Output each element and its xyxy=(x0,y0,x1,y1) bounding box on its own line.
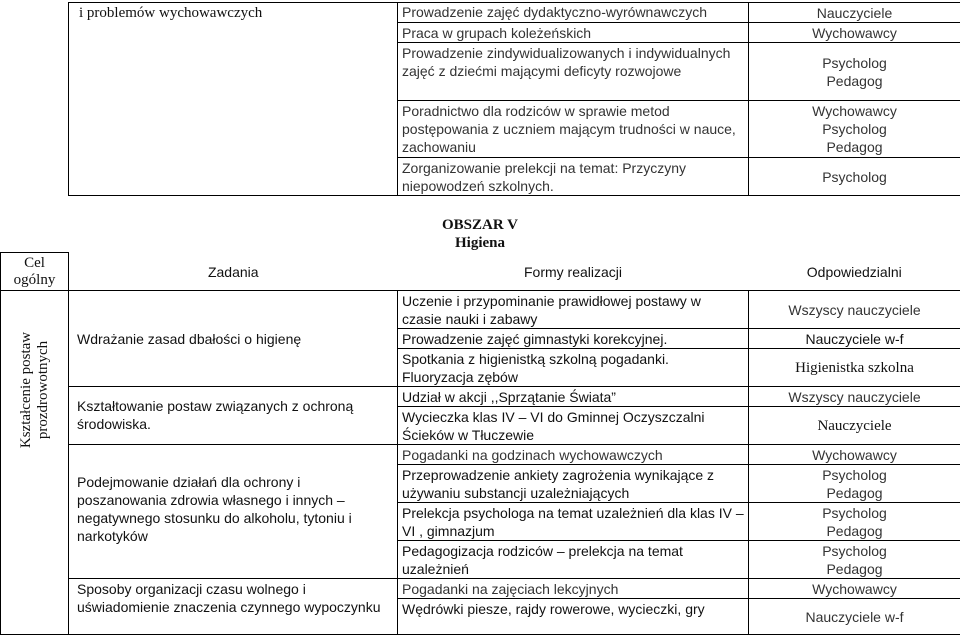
main-table xyxy=(0,252,960,635)
goal-cell xyxy=(1,291,69,635)
task-cell: Sposoby organizacji czasu wolnego i uświadomienie znaczenia czynnego wypoczynku xyxy=(69,579,398,635)
resp-cell: Nauczyciele xyxy=(749,3,960,23)
goal-header: Cel ogólny xyxy=(1,253,69,291)
form-cell: Praca w grupach koleżeńskich xyxy=(398,23,749,43)
task-cell xyxy=(69,3,398,196)
form-cell: Wycieczka klas IV – VI do Gminnej Oczyszczalni Ścieków w Tłuczewie xyxy=(398,407,749,445)
task-cell: Kształtowanie postaw związanych z ochroną środowiska. xyxy=(69,387,398,445)
form-cell: Przeprowadzenie ankiety zagrożenia wynikające z używaniu substancji uzależniających xyxy=(398,465,749,503)
resp-cell: Psycholog xyxy=(749,158,960,196)
resp-cell: Higienistka szkolna xyxy=(749,349,960,387)
tasks-header: Zadania xyxy=(69,253,398,291)
resp-cell: Nauczyciele w-f xyxy=(749,329,960,349)
form-cell: Pogadanki na zajęciach lekcyjnych xyxy=(398,579,749,599)
resp-cell: Nauczyciele xyxy=(749,407,960,445)
task-cell: Wdrażanie zasad dbałości o higienę xyxy=(69,291,398,387)
form-cell: Prowadzenie zindywidualizowanych i indywidualnych zajęć z dziećmi mającymi deficyty rozwojowe xyxy=(398,43,749,101)
task-text: i problemów wychowawczych xyxy=(79,5,263,21)
form-cell: Pogadanki na godzinach wychowawczych xyxy=(398,445,749,465)
resp-cell: Psycholog Pedagog xyxy=(749,465,960,503)
goal-text: Kształcenie postaw prozdrowotnych xyxy=(18,331,51,448)
form-cell: Uczenie i przypominanie prawidłowej postawy w czasie nauki i zabawy xyxy=(398,291,749,329)
form-cell: Zorganizowanie prelekcji na temat: Przyczyny niepowodzeń szkolnych. xyxy=(398,158,749,196)
resp-cell: Wychowawcy xyxy=(749,445,960,465)
top-table xyxy=(68,2,960,196)
forms-header: Formy realizacji xyxy=(398,253,749,291)
resp-cell: Psycholog Pedagog xyxy=(749,503,960,541)
form-cell: Prowadzenie zajęć gimnastyki korekcyjnej. xyxy=(398,329,749,349)
resp-cell: Psycholog Pedagog xyxy=(749,43,960,101)
resp-cell: Psycholog Pedagog xyxy=(749,541,960,579)
form-cell: Prelekcja psychologa na temat uzależnień dla klas IV – VI , gimnazjum xyxy=(398,503,749,541)
form-cell: Pedagogizacja rodziców – prelekcja na temat uzależnień xyxy=(398,541,749,579)
task-cell: Podejmowanie działań dla ochrony i poszanowania zdrowia własnego i innych – negatywnego stosunku do alkoholu, tytoniu i narkotyków xyxy=(69,445,398,579)
section-subtitle: Higiena xyxy=(454,235,505,251)
resp-cell: Wszyscy nauczyciele xyxy=(749,291,960,329)
form-cell: Udział w akcji ,,Sprzątanie Świata” xyxy=(398,387,749,407)
form-cell: Prowadzenie zajęć dydaktyczno-wyrównawczych xyxy=(398,3,749,23)
form-cell: Poradnictwo dla rodziców w sprawie metod postępowania z uczniem mającym trudności w nauce, zachowaniu xyxy=(398,101,749,158)
resp-header: Odpowiedzialni xyxy=(749,253,960,291)
form-cell: Wędrówki piesze, rajdy rowerowe, wycieczki, gry xyxy=(398,599,749,635)
resp-cell: Wychowawcy xyxy=(749,579,960,599)
section-title: OBSZAR V xyxy=(442,217,518,233)
form-cell: Spotkania z higienistką szkolną pogadanki. Fluoryzacja zębów xyxy=(398,349,749,387)
resp-cell: Nauczyciele w-f xyxy=(749,599,960,635)
resp-cell: Wychowawcy Psycholog Pedagog xyxy=(749,101,960,158)
resp-cell: Wszyscy nauczyciele xyxy=(749,387,960,407)
resp-cell: Wychowawcy xyxy=(749,23,960,43)
